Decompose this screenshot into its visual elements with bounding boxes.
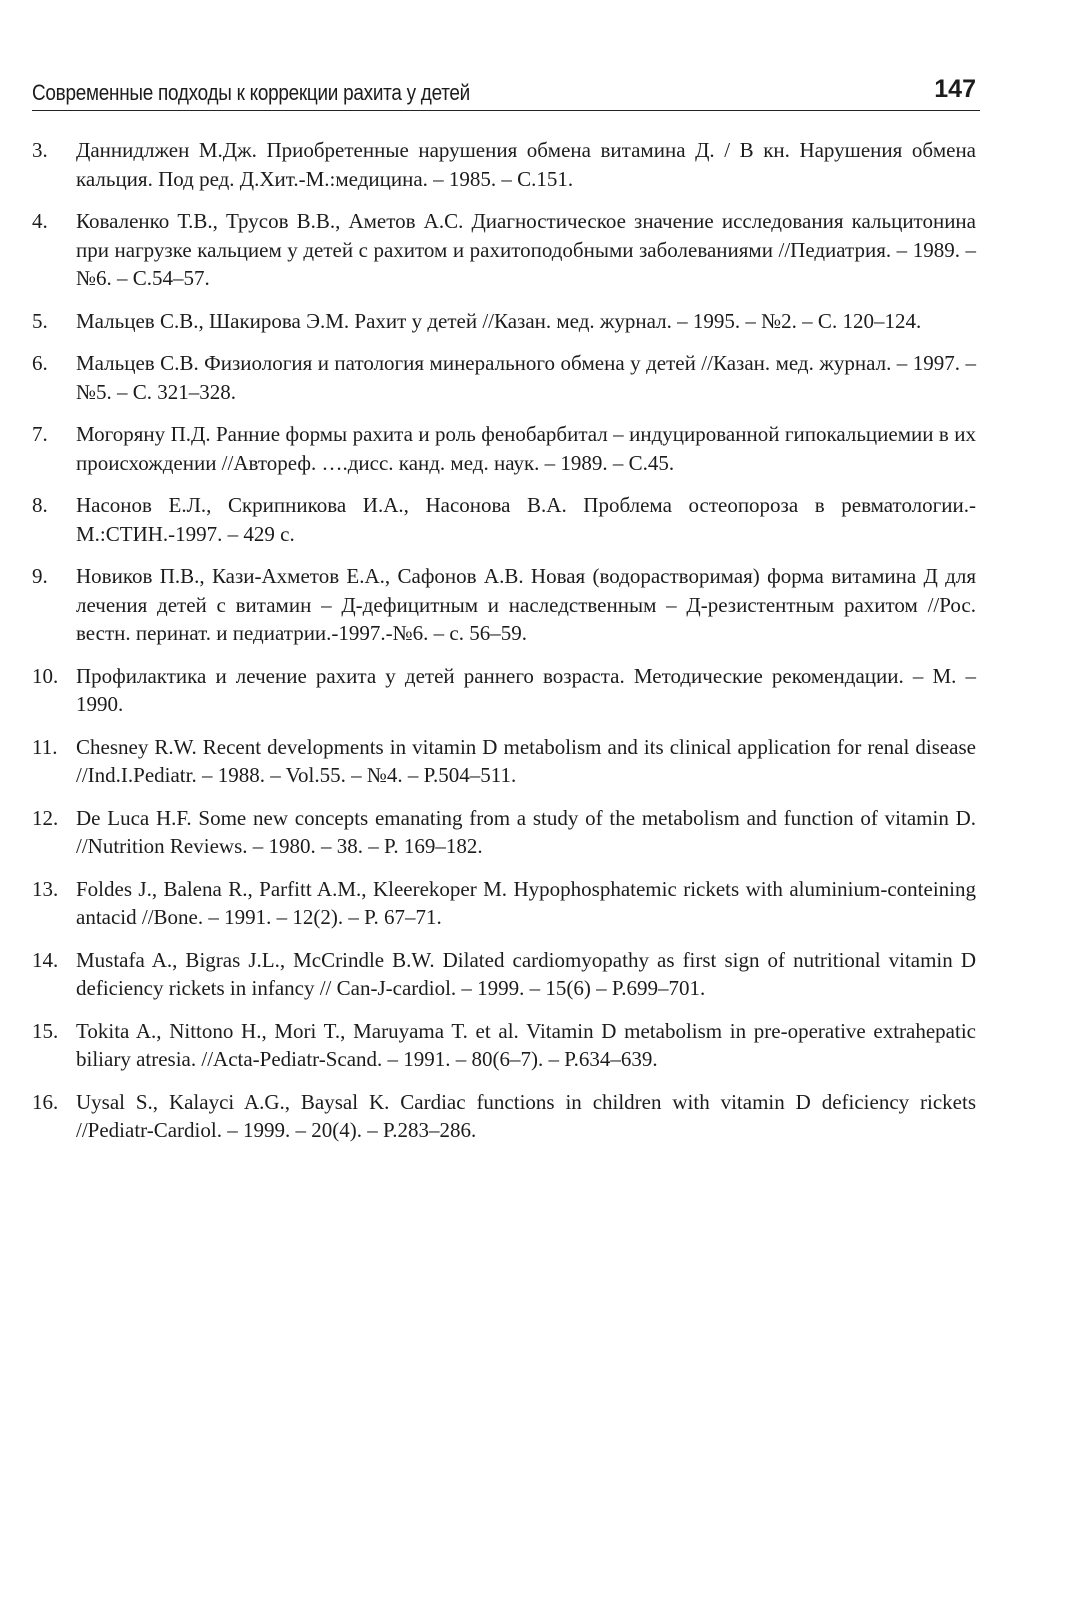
running-header [32,70,980,111]
reference-text: Chesney R.W. Recent developments in vitamin D metabolism and its clinical application for renal disease //Ind.I.Pediatr. – 1988. – Vol.55. – №4. – P.504–511. [76,734,976,787]
reference-number: 4. [32,209,48,233]
reference-number: 6. [32,351,48,375]
reference-number: 3. [32,138,48,162]
reference-item [32,562,976,648]
reference-text: Foldes J., Balena R., Parfitt A.M., Kleerekoper M. Hypophosphatemic rickets with aluminium-conteining antacid //Bone. – 1991. – 12(2). – P. 67–71. [76,876,976,929]
reference-item [32,946,976,1003]
reference-text: Мальцев С.В. Физиология и патология минерального обмена у детей //Казан. мед. журнал. – 1997. – №5. – С. 321–328. [76,351,976,404]
reference-text: Mustafa A., Bigras J.L., McCrindle B.W. Dilated cardiomyopathy as first sign of nutritional vitamin D deficiency rickets in infancy // Can-J-cardiol. – 1999. – 15(6) – P.699–701. [76,947,976,1000]
reference-item [32,875,976,932]
reference-text: Tokita A., Nittono H., Mori T., Maruyama T. et al. Vitamin D metabolism in pre-operative extrahepatic biliary atresia. //Acta-Pediatr-Scand. – 1991. – 80(6–7). – P.634–639. [76,1018,976,1071]
reference-item [32,207,976,293]
reference-text: Даннидлжен М.Дж. Приобретенные нарушения обмена витамина Д. / В кн. Нарушения обмена кальция. Под ред. Д.Хит.-М.:медицина. – 1985. – С.151. [76,138,976,191]
reference-list [32,136,976,1159]
reference-item [32,349,976,406]
reference-text: Мальцев С.В., Шакирова Э.М. Рахит у детей //Казан. мед. журнал. – 1995. – №2. – С. 120–124. [76,308,922,333]
running-header-title: Современные подходы к коррекции рахита у детей [32,80,470,105]
reference-number: 16. [32,1089,59,1114]
reference-text: Могоряну П.Д. Ранние формы рахита и роль фенобарбитал – индуцированной гипокальциемии в их происхождении //Автореф. ….дисс. канд. мед. наук. – 1989. – С.45. [76,422,976,475]
reference-text: Насонов Е.Л., Скрипникова И.А., Насонова В.А. Проблема остеопороза в ревматологии.-М.:СТИН.-1997. – 429 с. [76,493,976,546]
reference-number: 5. [32,308,48,333]
reference-item [32,1088,976,1145]
reference-text: Коваленко Т.В., Трусов В.В., Аметов А.С. Диагностическое значение исследования кальцитонина при нагрузке кальцием у детей с рахитом и рахитоподобными заболеваниями //Педиатрия. – 1989. – №6. – С.54–57. [76,209,976,290]
reference-item [32,662,976,719]
reference-text: De Luca H.F. Some new concepts emanating from a study of the metabolism and function of vitamin D. //Nutrition Reviews. – 1980. – 38. – P. 169–182. [76,805,976,858]
reference-text: Профилактика и лечение рахита у детей раннего возраста. Методические рекомендации. – М. – 1990. [76,663,976,716]
reference-number: 9. [32,564,48,588]
reference-number: 7. [32,422,48,446]
reference-number: 13. [32,876,59,901]
reference-number: 14. [32,947,59,972]
reference-item [32,420,976,477]
reference-item [32,1017,976,1074]
reference-number: 11. [32,734,58,759]
reference-item [32,804,976,861]
reference-number: 8. [32,493,48,517]
reference-number: 12. [32,805,59,830]
reference-number: 15. [32,1018,59,1043]
reference-text: Новиков П.В., Кази-Ахметов Е.А., Сафонов А.В. Новая (водорастворимая) форма витамина Д для лечения детей с витамин – Д-дефицитным и наследственным – Д-резистентным рахитом //Рос. вестн. перинат. и педиатрии.-1997.-№6. – с. 56–59. [76,564,976,645]
reference-item [32,733,976,790]
page-number: 147 [934,75,976,103]
reference-text: Uysal S., Kalayci A.G., Baysal K. Cardiac functions in children with vitamin D deficiency rickets //Pediatr-Cardiol. – 1999. – 20(4). – P.283–286. [76,1089,976,1142]
reference-item [32,307,976,336]
reference-item [32,491,976,548]
reference-item [32,136,976,193]
reference-number: 10. [32,663,59,688]
